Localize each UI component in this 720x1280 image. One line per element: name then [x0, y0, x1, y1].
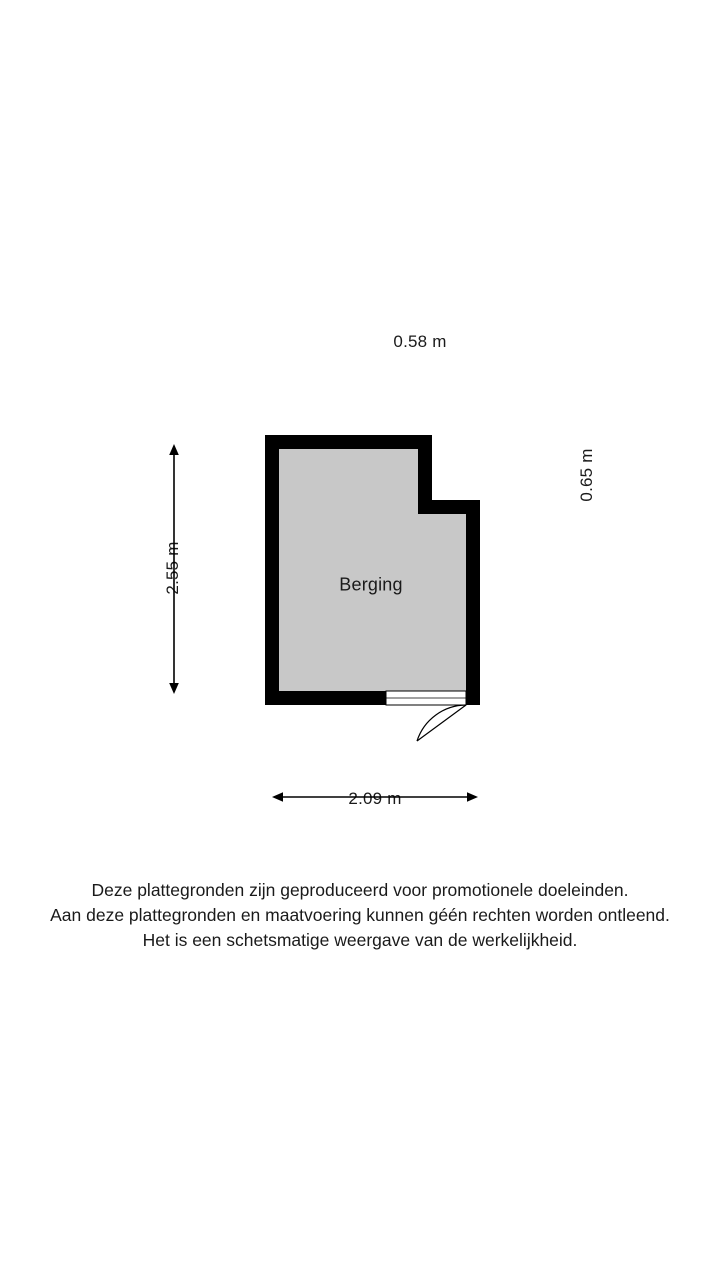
disclaimer-line-3: Het is een schetsmatige weergave van de werkelijkheid. — [142, 930, 578, 950]
dimension-label-top: 0.58 m — [393, 332, 447, 351]
door-leaf — [417, 705, 466, 741]
vertical-dimension-arrow-icon — [167, 444, 181, 694]
disclaimer-text — [0, 878, 720, 953]
dimension-label-bottom: 2.09 m — [348, 789, 402, 808]
disclaimer-line-1: Deze plattegronden zijn geproduceerd voor promotionele doeleinden. — [91, 880, 629, 900]
dimension-label-left: 2.55 m — [163, 541, 182, 595]
room-name-label: Berging — [339, 574, 403, 595]
dimension-label-right: 0.65 m — [577, 448, 596, 502]
disclaimer-line-2: Aan deze plattegronden en maatvoering kunnen géén rechten worden ontleend. — [50, 905, 670, 925]
floor-fill — [279, 449, 466, 691]
horizontal-dimension-arrow-icon — [272, 790, 478, 804]
